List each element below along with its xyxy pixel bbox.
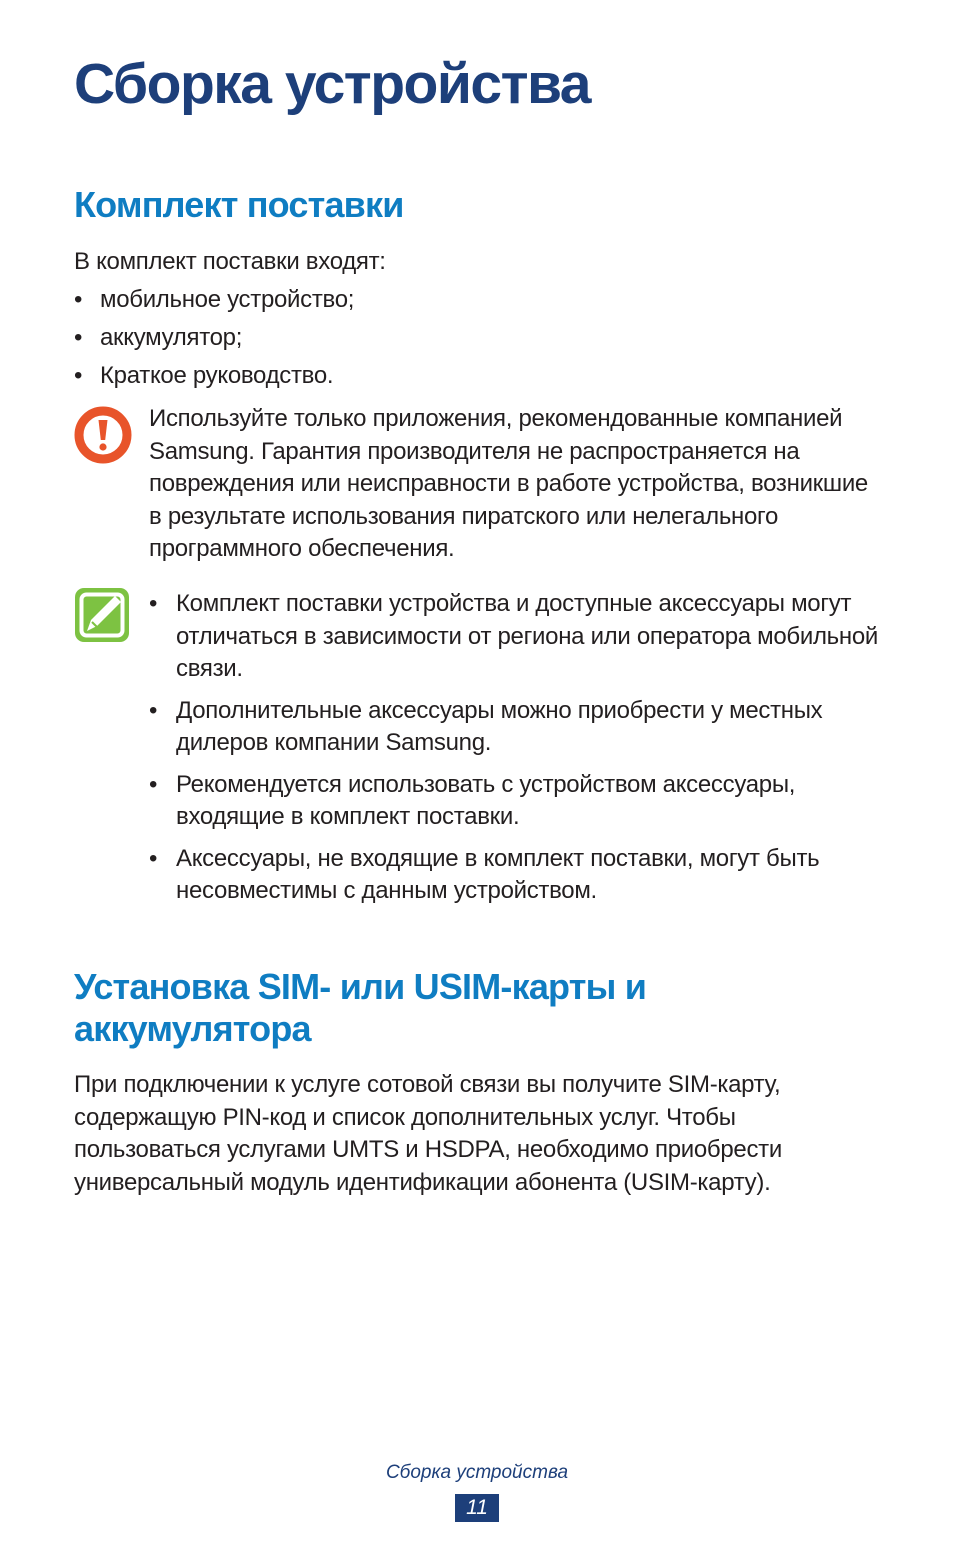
bullet-icon: • [149, 770, 158, 798]
bullet-icon: • [149, 844, 158, 872]
list-item [149, 695, 879, 760]
list-item [149, 588, 879, 686]
note-icon [73, 586, 131, 644]
kit-list [74, 284, 874, 398]
bullet-icon: • [149, 696, 158, 724]
note-list [149, 588, 879, 917]
section-heading-sim-line1: Установка SIM- или USIM-карты и [74, 966, 647, 1007]
warning-icon [74, 406, 132, 464]
list-item-text: аккумулятор; [100, 324, 243, 351]
list-item [74, 284, 874, 322]
warning-text: Используйте только приложения, рекомендованные компанией Samsung. Гарантия производителя не распространяется на повреждения или неисправности в работе устройства, возникшие в результате использования пиратского или нелегального программного обеспечения. [149, 405, 868, 562]
list-item-text: Краткое руководство. [100, 362, 334, 389]
list-item-text: Дополнительные аксессуары можно приобрести у местных дилеров компании Samsung. [176, 696, 823, 756]
bullet-icon: • [74, 286, 83, 313]
list-item [74, 322, 874, 360]
list-item [74, 360, 874, 398]
list-item-text: Рекомендуется использовать с устройством аксессуары, входящие в комплект поставки. [176, 770, 796, 830]
section-heading-sim-line2: аккумулятора [74, 1008, 311, 1049]
sim-paragraph: При подключении к услуге сотовой связи вы получите SIM-карту, содержащую PIN-код и список дополнительных услуг. Чтобы пользоваться услугами UMTS и HSDPA, необходимо приобрести универсальный модуль идентификации абонента (USIM-карту). [74, 1071, 782, 1196]
bullet-icon: • [74, 362, 83, 389]
list-item-text: мобильное устройство; [100, 286, 355, 313]
footer-section-title: Сборка устройства [385, 1462, 569, 1483]
bullet-icon: • [74, 324, 83, 351]
section-heading-sim [74, 966, 646, 1050]
page-number: 11 [455, 1494, 499, 1522]
list-item-text: Комплект поставки устройства и доступные аксессуары могут отличаться в зависимости от региона или оператора мобильной связи. [176, 590, 878, 682]
list-item [149, 769, 879, 834]
kit-intro: В комплект поставки входят: [74, 248, 386, 275]
page-title: Сборка устройства [74, 52, 590, 116]
list-item-text: Аксессуары, не входящие в комплект поставки, могут быть несовместимы с данным устройством. [176, 844, 820, 904]
section-heading-kit: Комплект поставки [74, 184, 404, 225]
bullet-icon: • [149, 590, 158, 617]
list-item [149, 843, 879, 908]
